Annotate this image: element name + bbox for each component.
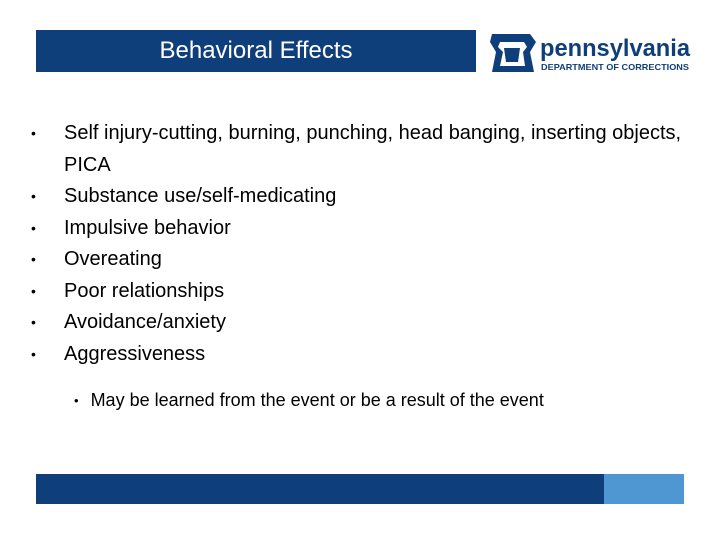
logo-name: pennsylvania xyxy=(540,35,691,62)
bullet-item: • Aggressiveness xyxy=(31,342,206,365)
footer-accent xyxy=(604,474,684,504)
pa-doc-logo xyxy=(490,28,695,78)
bullet-item: • Avoidance/anxiety xyxy=(31,311,226,333)
sub-bullet: • May be learned from the event or be a result of the event xyxy=(74,390,544,410)
bullet-list xyxy=(28,118,688,370)
slide-title-bar xyxy=(36,30,476,72)
bullet-item: • Impulsive behavior xyxy=(31,216,231,239)
logo-department: DEPARTMENT OF CORRECTIONS xyxy=(541,62,690,72)
footer-bar xyxy=(36,474,604,504)
sub-bullet-text: May be learned from the event or be a result of the event xyxy=(90,390,544,410)
bullet-item: • Self injury-cutting, burning, punching, head banging, inserting objects, PICA xyxy=(31,122,682,176)
bullet-item: • Substance use/self-medicating xyxy=(31,185,337,207)
keystone-icon xyxy=(490,34,536,72)
bullet-item: • Poor relationships xyxy=(31,279,225,302)
bullet-item: • Overeating xyxy=(31,248,162,270)
slide-title: Behavioral Effects xyxy=(159,37,353,64)
